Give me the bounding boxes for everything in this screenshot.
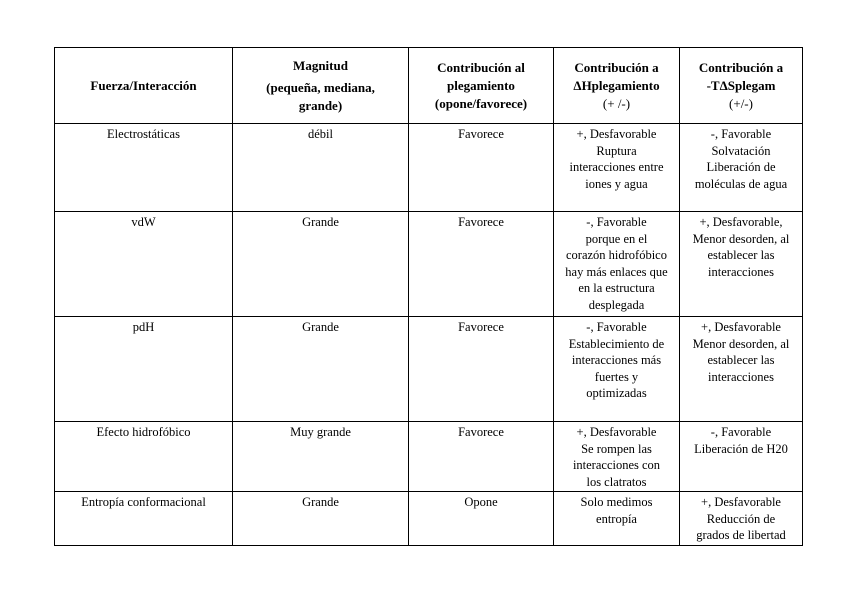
cell-tds: -, Favorable Solvatación Liberación de moléculas de agua bbox=[680, 124, 803, 212]
cell-dh: Solo medimos entropía bbox=[554, 492, 680, 546]
forces-table bbox=[54, 47, 803, 546]
cell-fuerza: Electrostáticas bbox=[55, 124, 233, 212]
cell-contribucion: Favorece bbox=[409, 317, 554, 422]
cell-dh: -, Favorable Establecimiento de interacciones más fuertes y optimizadas bbox=[554, 317, 680, 422]
cell-magnitud: Grande bbox=[233, 212, 409, 317]
header-contribucion-dh: Contribución a ΔHplegamiento (+ /-) bbox=[554, 48, 680, 124]
cell-tds: +, Desfavorable Reducción de grados de libertad bbox=[680, 492, 803, 546]
cell-magnitud: Muy grande bbox=[233, 422, 409, 492]
header-magnitud: Magnitud (pequeña, mediana, grande) bbox=[233, 48, 409, 124]
cell-tds: +, Desfavorable, Menor desorden, al establecer las interacciones bbox=[680, 212, 803, 317]
cell-dh: +, Desfavorable Ruptura interacciones entre iones y agua bbox=[554, 124, 680, 212]
table-row bbox=[55, 492, 803, 546]
header-row bbox=[55, 48, 803, 124]
cell-contribucion: Favorece bbox=[409, 212, 554, 317]
header-fuerza: Fuerza/Interacción bbox=[55, 48, 233, 124]
table-row bbox=[55, 317, 803, 422]
cell-dh: +, Desfavorable Se rompen las interacciones con los clatratos bbox=[554, 422, 680, 492]
table-row bbox=[55, 422, 803, 492]
cell-magnitud: débil bbox=[233, 124, 409, 212]
cell-fuerza: Efecto hidrofóbico bbox=[55, 422, 233, 492]
cell-magnitud: Grande bbox=[233, 492, 409, 546]
cell-fuerza: Entropía conformacional bbox=[55, 492, 233, 546]
header-contribucion-tds: Contribución a -TΔSplegam (+/-) bbox=[680, 48, 803, 124]
cell-contribucion: Favorece bbox=[409, 422, 554, 492]
table-row bbox=[55, 212, 803, 317]
cell-fuerza: vdW bbox=[55, 212, 233, 317]
cell-fuerza: pdH bbox=[55, 317, 233, 422]
cell-dh: -, Favorable porque en el corazón hidrofóbico hay más enlaces que en la estructura desplegada bbox=[554, 212, 680, 317]
cell-tds: +, Desfavorable Menor desorden, al establecer las interacciones bbox=[680, 317, 803, 422]
header-contribucion-plegamiento: Contribución al plegamiento (opone/favorece) bbox=[409, 48, 554, 124]
cell-contribucion: Favorece bbox=[409, 124, 554, 212]
cell-tds: -, Favorable Liberación de H20 bbox=[680, 422, 803, 492]
cell-magnitud: Grande bbox=[233, 317, 409, 422]
table-row bbox=[55, 124, 803, 212]
cell-contribucion: Opone bbox=[409, 492, 554, 546]
